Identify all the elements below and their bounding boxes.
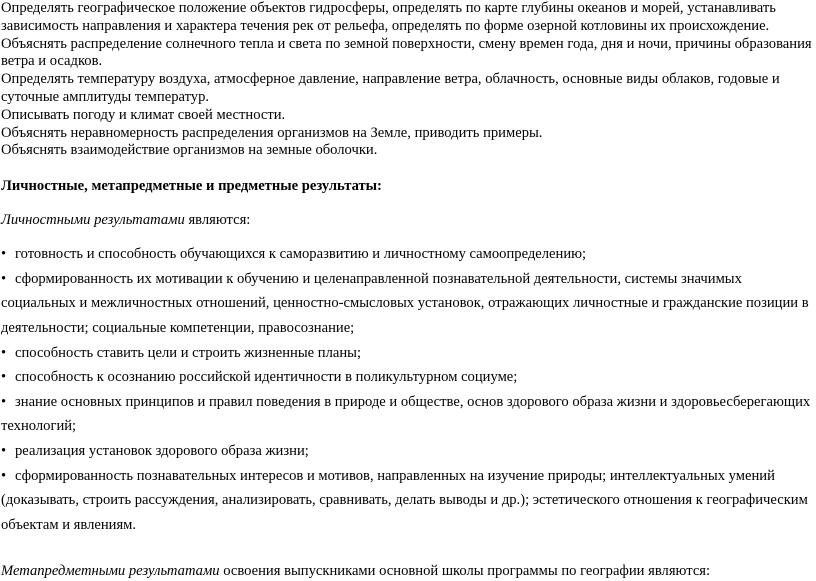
skills-paragraphs: [1, 0, 813, 160]
document-page: [1, 0, 813, 581]
bullet-icon: •: [1, 246, 7, 263]
personal-results-list: [1, 242, 813, 537]
bullet-icon: •: [1, 442, 7, 459]
bullet-icon: •: [1, 344, 7, 361]
bullet-icon: •: [1, 369, 7, 386]
list-item-text: способность к осознанию российской идентичности в поликультурном социуме;: [15, 369, 518, 386]
list-item: [1, 242, 813, 267]
bullet-icon: •: [1, 393, 7, 410]
list-item: [1, 464, 813, 538]
list-item-text: сформированность познавательных интересов и мотивов, направленных на изучение природы; интеллектуальных умений (доказывать, строить рассуждения, анализировать, сравнивать, делать выводы и др.); эстетического отношения к географическим объектам и явлениям.: [1, 467, 808, 533]
personal-results-intro: [1, 210, 813, 230]
list-item: [1, 267, 813, 341]
section-heading: Личностные, метапредметные и предметные результаты:: [1, 178, 382, 195]
meta-results-term: Метапредметными результатами: [1, 563, 220, 580]
skill-line: Объяснять неравномерность распределения организмов на Земле, приводить примеры.: [1, 124, 543, 141]
list-item-text: реализация установок здорового образа жизни;: [15, 442, 309, 459]
skill-line: Описывать погоду и климат своей местности.: [1, 106, 286, 123]
personal-results-rest: являются:: [184, 212, 251, 229]
meta-results-rest: освоения выпускниками основной школы программы по географии являются:: [219, 563, 711, 580]
skill-line: Определять температуру воздуха, атмосферное давление, направление ветра, облачность, основные виды облаков, годовые и суточные амплитуды температур.: [1, 71, 780, 105]
list-item: [1, 439, 813, 464]
list-item-text: способность ставить цели и строить жизненные планы;: [15, 344, 362, 361]
list-item: [1, 390, 813, 439]
list-item: [1, 341, 813, 366]
list-item-text: сформированность их мотивации к обучению и целенаправленной познавательной деятельности, системы значимых социальных и межличностных отношений, ценностно-смысловых установок, отражающих личностные и гражданские позиции в деятельности; социальные компетенции, правосознание;: [1, 270, 809, 336]
meta-results-intro: [1, 561, 813, 581]
skill-line: Определять географическое положение объектов гидросферы, определять по карте глубины океанов и морей, устанавливать зависимость направления и характера течения рек от рельефа, определять по форме озерной котловины их происхождение.: [1, 0, 776, 34]
skill-line: Объяснять взаимодействие организмов на земные оболочки.: [1, 142, 378, 159]
bullet-icon: •: [1, 467, 7, 484]
list-item-text: готовность и способность обучающихся к саморазвитию и личностному самоопределению;: [15, 246, 587, 263]
skill-line: Объяснять распределение солнечного тепла и света по земной поверхности, смену времен года, дня и ночи, причины образования ветра и осадков.: [1, 35, 812, 70]
list-item-text: знание основных принципов и правил поведения в природе и обществе, основ здорового образа жизни и здоровьесберегающих технологий;: [1, 393, 811, 435]
personal-results-term: Личностными результатами: [1, 212, 185, 229]
bullet-icon: •: [1, 270, 7, 287]
list-item: [1, 365, 813, 390]
